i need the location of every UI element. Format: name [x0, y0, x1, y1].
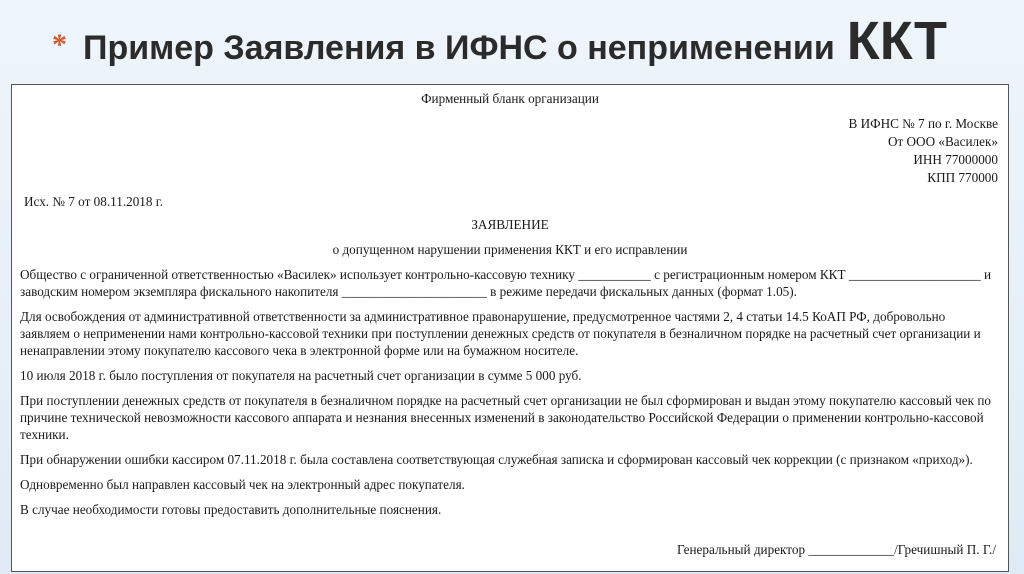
recipient-line: ИНН 77000000: [913, 152, 998, 167]
slide-title: [52, 11, 1012, 76]
title-main-text: Пример Заявления в ИФНС о неприменении: [83, 29, 835, 67]
paragraph: При обнаружении ошибки кассиром 07.11.2018 г. была составлена соответствующая служебная записка и сформирован кассовый чек коррекции (с признаком «приход»).: [20, 452, 973, 467]
recipient-block: [849, 115, 998, 187]
document-subheading: о допущенном нарушении применения ККТ и его исправлении: [332, 242, 688, 257]
title-kkt-text: ККТ: [846, 11, 947, 71]
paragraph: Одновременно был направлен кассовый чек на электронный адрес покупателя.: [20, 477, 465, 492]
recipient-line: В ИФНС № 7 по г. Москве: [848, 116, 998, 131]
outgoing-reference: Исх. № 7 от 08.11.2018 г.: [24, 194, 164, 209]
document-page: [11, 84, 1009, 572]
paragraph: В случае необходимости готовы предоставить дополнительные пояснения.: [20, 502, 442, 517]
document-body: [20, 266, 996, 526]
title-bullet: *: [52, 28, 67, 61]
letterhead: Фирменный бланк организации: [421, 91, 599, 106]
recipient-line: От ООО «Василек»: [887, 134, 998, 149]
paragraph: Общество с ограниченной ответственностью «Василек» использует контрольно-кассовую технику ___________ с регистрационным номером ККТ ____________________ и заводским номером экземпляра фискального накопителя ______________________ в режиме передачи фискальных данных (формат 1.05).: [20, 267, 992, 299]
recipient-line: КПП 770000: [927, 170, 998, 185]
document-heading: ЗАЯВЛЕНИЕ: [471, 217, 549, 232]
paragraph: 10 июля 2018 г. было поступления от покупателя на расчетный счет организации в сумме 5 000 руб.: [20, 368, 582, 383]
paragraph: При поступлении денежных средств от покупателя в безналичном порядке на расчетный счет организации не был сформирован и выдан этому покупателю кассовый чек по причине технической невозможности кассового аппарата и незнания внесенных изменений в законодательство Российской Федерации о применении контрольно-кассовой техники.: [20, 393, 992, 442]
paragraph: Для освобождения от административной ответственности за административное правонарушение, предусмотренное частями 2, 4 статьи 14.5 КоАП РФ, добровольно заявляем о неприменении нами контрольно-кассовой техники при поступлении денежных средств от покупателя в безналичном порядке на расчетный счет организации и ненаправлении этому покупателю кассового чека в электронной форме или на бумажном носителе.: [20, 309, 981, 358]
signature-line: Генеральный директор _____________/Гречишный П. Г./: [677, 542, 996, 557]
